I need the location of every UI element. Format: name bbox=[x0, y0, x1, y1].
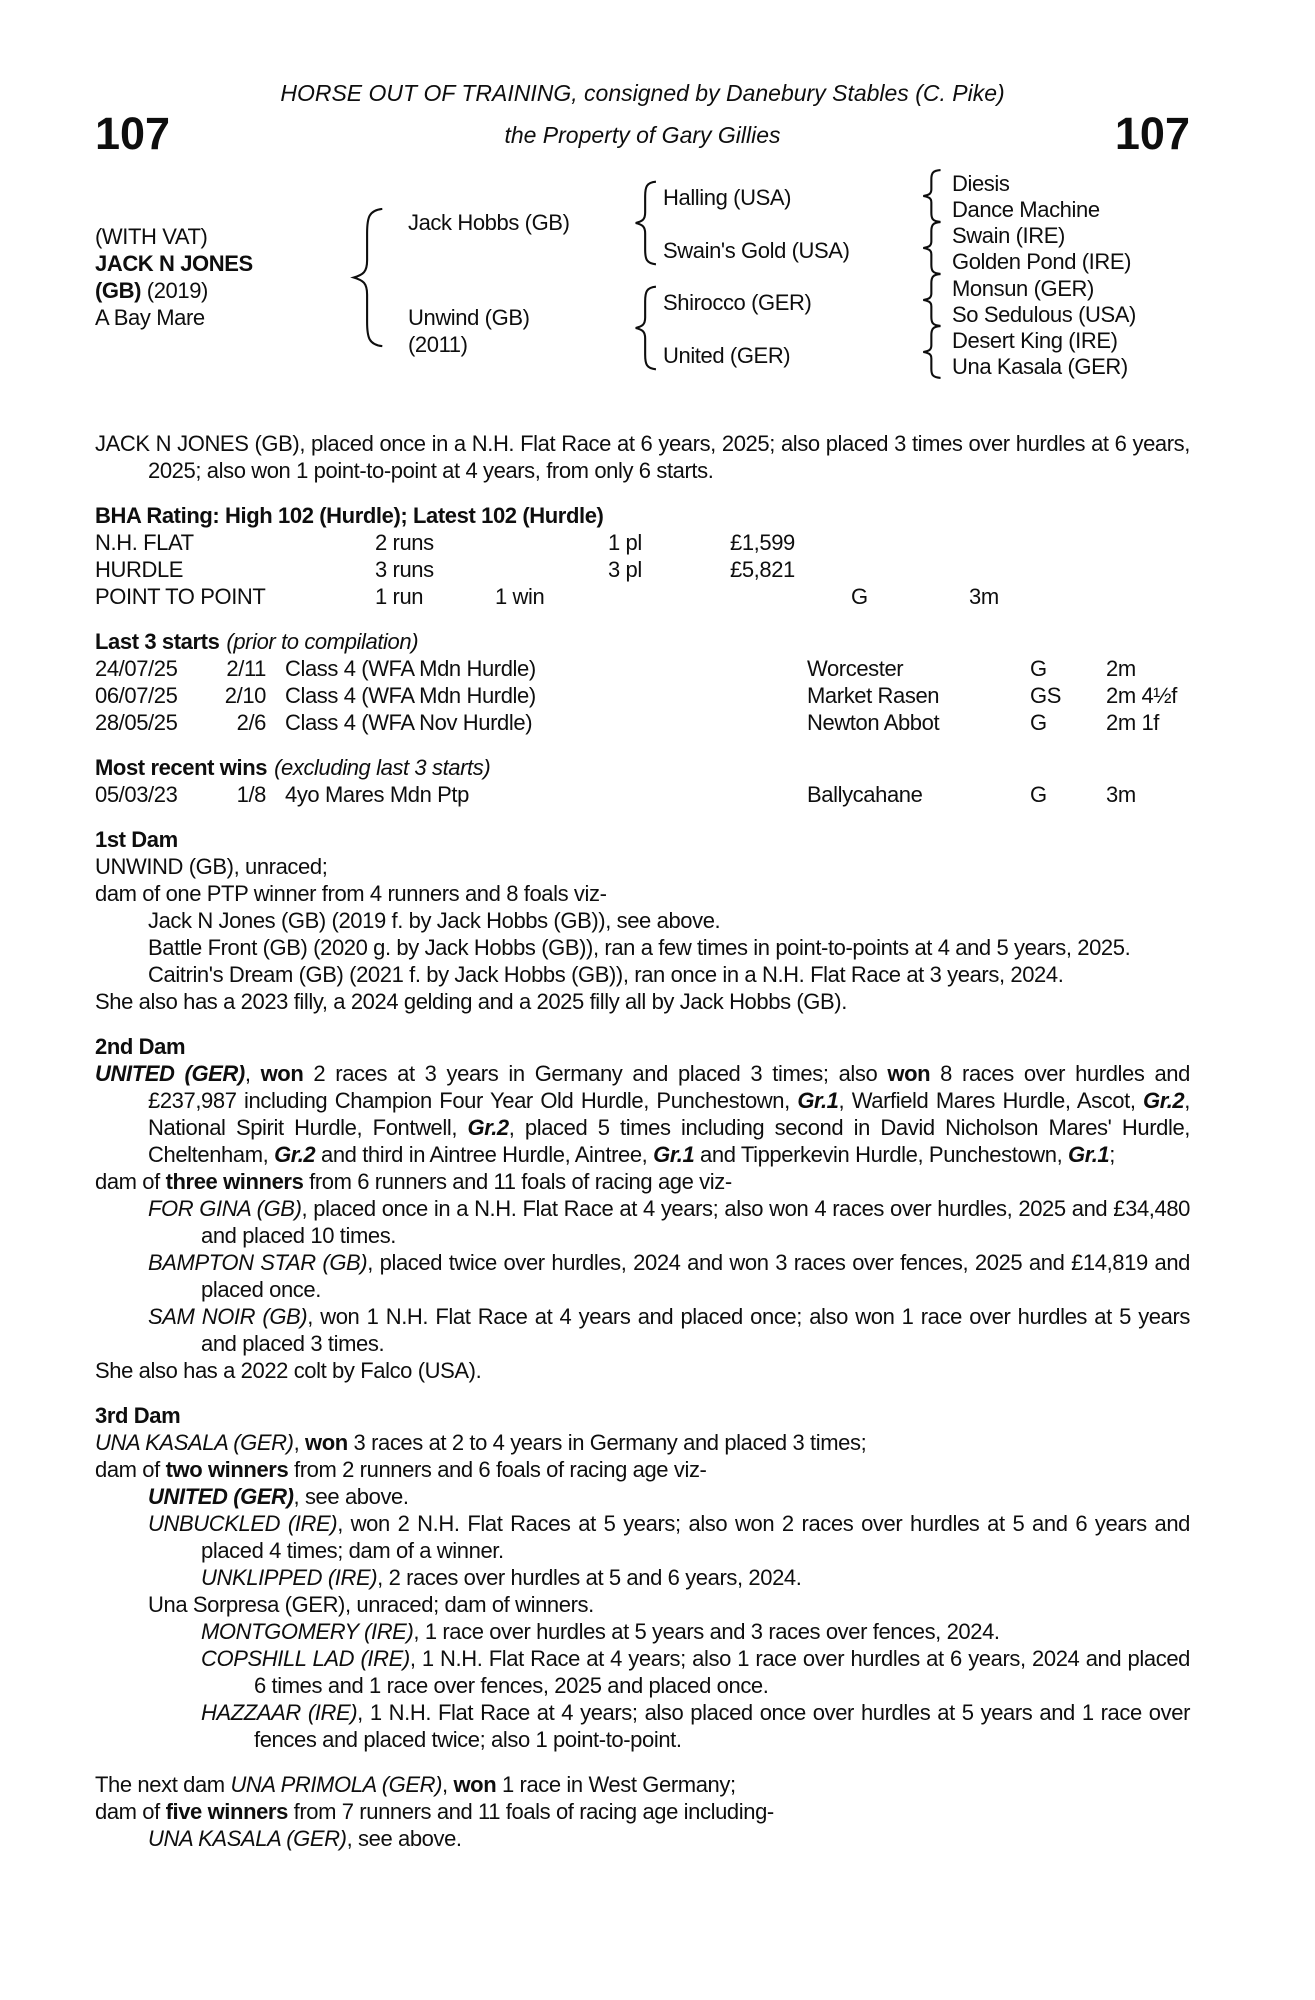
text-run: won bbox=[453, 1772, 497, 1797]
text-run: Battle Front (GB) (2020 g. by Jack Hobbs (GB)), ran a few times in point-to-points at 4 and 5 years, 2025. bbox=[148, 935, 1131, 960]
text-run: ; bbox=[1109, 1142, 1115, 1167]
text-run: UNWIND (GB), unraced; bbox=[95, 854, 328, 879]
horse-name: JACK N JONES bbox=[95, 251, 253, 276]
curly-brace-gg2-icon bbox=[921, 221, 944, 275]
last-starts-subtitle: (prior to compilation) bbox=[226, 629, 419, 654]
text-paragraph bbox=[95, 988, 1190, 1015]
text-run: The next dam bbox=[95, 1772, 231, 1797]
table-cell-going: G bbox=[1030, 710, 1047, 735]
table-cell-pos: 2/10 bbox=[224, 683, 266, 708]
table-cell-places: 1 pl bbox=[608, 530, 642, 555]
text-run: , bbox=[244, 1061, 261, 1086]
third-dam-section bbox=[95, 1402, 1190, 1753]
text-run: UNKLIPPED (IRE) bbox=[201, 1565, 378, 1590]
page-body bbox=[95, 430, 1190, 1852]
table-cell-date: 06/07/25 bbox=[95, 683, 178, 708]
text-run: Gr.2 bbox=[274, 1142, 316, 1167]
text-run: , 1 N.H. Flat Race at 4 years; also placed once over hurdles at 5 years and 1 race over fences and placed twice; also 1 point-to-point. bbox=[254, 1700, 1190, 1752]
text-run: UNBUCKLED (IRE) bbox=[148, 1511, 338, 1536]
table-cell-race: Class 4 (WFA Nov Hurdle) bbox=[285, 710, 533, 735]
text-run: She also has a 2022 colt by Falco (USA). bbox=[95, 1358, 482, 1383]
text-run: 8 races over hurdles and £237,987 including Champion Four Year Old Hurdle, Punchestown, bbox=[148, 1061, 1190, 1113]
horse-country-year bbox=[95, 277, 253, 304]
dam-block bbox=[408, 304, 530, 358]
table-cell-places: 3 pl bbox=[608, 557, 642, 582]
text-run: , placed twice over hurdles, 2024 and won 3 races over fences, 2025 and £14,819 and placed once. bbox=[201, 1250, 1190, 1302]
bha-section bbox=[95, 502, 1190, 610]
text-run: UNA KASALA (GER) bbox=[148, 1826, 347, 1851]
text-paragraph bbox=[95, 1798, 1190, 1825]
table-cell-runs: 3 runs bbox=[375, 557, 434, 582]
table-cell-dist: 3m bbox=[969, 584, 999, 609]
text-run: COPSHILL LAD (IRE) bbox=[201, 1646, 410, 1671]
text-run: FOR GINA (GB) bbox=[148, 1196, 302, 1221]
curly-brace-gg4-icon bbox=[921, 325, 944, 379]
text-paragraph bbox=[201, 1564, 1190, 1591]
text-paragraph bbox=[148, 1195, 1190, 1249]
text-run: , Warfield Mares Hurdle, Ascot, bbox=[838, 1088, 1144, 1113]
text-run: Gr.2 bbox=[467, 1115, 509, 1140]
text-run: , won 1 N.H. Flat Race at 4 years and placed once; also won 1 race over hurdles at 5 years and placed 3 times. bbox=[201, 1304, 1190, 1356]
table-cell-money: £5,821 bbox=[730, 557, 795, 582]
table-cell-going: G bbox=[851, 584, 868, 609]
table-cell-race: Class 4 (WFA Mdn Hurdle) bbox=[285, 683, 536, 708]
granddam-of-dam: United (GER) bbox=[663, 343, 791, 368]
recent-wins-subtitle: (excluding last 3 starts) bbox=[274, 755, 491, 780]
text-run: , see above. bbox=[346, 1826, 462, 1851]
text-paragraph bbox=[201, 1618, 1190, 1645]
table-cell-going: G bbox=[1030, 656, 1047, 681]
table-cell-dist: 2m 4½f bbox=[1106, 683, 1177, 708]
great-grandparent: Desert King (IRE) bbox=[952, 328, 1118, 353]
table-cell-course: Worcester bbox=[807, 656, 904, 681]
text-run: She also has a 2023 filly, a 2024 gelding and a 2025 filly all by Jack Hobbs (GB). bbox=[95, 989, 847, 1014]
horse-description: A Bay Mare bbox=[95, 305, 205, 330]
text-run: dam of bbox=[95, 1169, 166, 1194]
horse-summary-block bbox=[95, 223, 253, 331]
text-paragraph bbox=[95, 1771, 1190, 1798]
stats-row bbox=[95, 556, 1190, 583]
stats-row bbox=[95, 583, 1190, 610]
table-cell-pos: 2/6 bbox=[236, 710, 266, 735]
text-run: 3 races at 2 to 4 years in Germany and placed 3 times; bbox=[347, 1430, 867, 1455]
table-cell-race: Class 4 (WFA Mdn Hurdle) bbox=[285, 656, 536, 681]
text-paragraph bbox=[148, 1510, 1190, 1564]
table-cell-going: G bbox=[1030, 782, 1047, 807]
table-cell-label: POINT TO POINT bbox=[95, 584, 266, 609]
text-run: Gr.2 bbox=[1143, 1088, 1185, 1113]
text-paragraph bbox=[95, 880, 1190, 907]
text-paragraph bbox=[201, 1645, 1190, 1699]
text-run: JACK N JONES (GB), placed once in a N.H. Flat Race at 6 years, 2025; also placed 3 times over hurdles at 6 years, 2025; also won 1 point-to-point at 4 years, from only 6 starts. bbox=[95, 431, 1190, 483]
text-run: SAM NOIR (GB) bbox=[148, 1304, 308, 1329]
third-dam-heading: 3rd Dam bbox=[95, 1403, 181, 1428]
text-paragraph bbox=[148, 961, 1190, 988]
text-run: and Tipperkevin Hurdle, Punchestown, bbox=[694, 1142, 1069, 1167]
text-paragraph bbox=[201, 1699, 1190, 1753]
text-run: , National Spirit Hurdle, Fontwell, bbox=[148, 1088, 1190, 1140]
last-starts-heading bbox=[95, 628, 1190, 655]
text-paragraph bbox=[148, 1591, 1190, 1618]
table-cell-race: 4yo Mares Mdn Ptp bbox=[285, 782, 469, 807]
text-run: , 1 N.H. Flat Race at 4 years; also 1 race over hurdles at 6 years, 2024 and placed 6 times and 1 race over fences, 2025 and placed once. bbox=[254, 1646, 1190, 1698]
text-run: from 6 runners and 11 foals of racing age viz- bbox=[303, 1169, 732, 1194]
next-dam-section bbox=[95, 1771, 1190, 1852]
text-run: (2019) bbox=[141, 278, 208, 303]
table-cell-course: Market Rasen bbox=[807, 683, 940, 708]
stats-row bbox=[95, 529, 1190, 556]
recent-wins-table bbox=[95, 781, 1190, 808]
great-grandparent: Una Kasala (GER) bbox=[952, 354, 1128, 379]
text-paragraph bbox=[148, 934, 1190, 961]
bha-stats-table bbox=[95, 529, 1190, 610]
text-run: five winners bbox=[165, 1799, 288, 1824]
text-run: UNA KASALA (GER) bbox=[95, 1430, 294, 1455]
race-record-summary bbox=[95, 430, 1190, 484]
first-dam-paragraphs bbox=[95, 853, 1190, 1015]
second-dam-paragraphs bbox=[95, 1060, 1190, 1384]
dam-name: Unwind (GB) bbox=[408, 305, 530, 330]
text-run: Jack N Jones (GB) (2019 f. by Jack Hobbs (GB)), see above. bbox=[148, 908, 721, 933]
text-paragraph bbox=[148, 1303, 1190, 1357]
text-paragraph bbox=[148, 1483, 1190, 1510]
property-line: the Property of Gary Gillies bbox=[504, 122, 781, 148]
dam-year: (2011) bbox=[408, 332, 468, 357]
curly-brace-gg1-icon bbox=[921, 169, 944, 223]
text-run: and third in Aintree Hurdle, Aintree, bbox=[315, 1142, 654, 1167]
text-run: 2 races at 3 years in Germany and placed 3 times; also bbox=[303, 1061, 888, 1086]
text-run: UNA PRIMOLA (GER) bbox=[230, 1772, 443, 1797]
great-grandparent: So Sedulous (USA) bbox=[952, 302, 1136, 327]
great-grandparent: Dance Machine bbox=[952, 197, 1100, 222]
last-starts-table bbox=[95, 655, 1190, 736]
text-run: dam of bbox=[95, 1457, 166, 1482]
text-run: BAMPTON STAR (GB) bbox=[148, 1250, 368, 1275]
text-paragraph bbox=[95, 1168, 1190, 1195]
table-cell-label: HURDLE bbox=[95, 557, 184, 582]
text-paragraph bbox=[95, 853, 1190, 880]
text-paragraph bbox=[95, 1357, 1190, 1384]
text-run: dam of one PTP winner from 4 runners and 8 foals viz- bbox=[95, 881, 607, 906]
table-cell-dist: 2m 1f bbox=[1106, 710, 1160, 735]
text-run: UNITED (GER) bbox=[95, 1061, 245, 1086]
text-run: , bbox=[442, 1772, 454, 1797]
sire-name: Jack Hobbs (GB) bbox=[408, 210, 570, 235]
text-run: won bbox=[887, 1061, 931, 1086]
text-run: Una Sorpresa (GER), unraced; dam of winners. bbox=[148, 1592, 594, 1617]
table-cell-date: 28/05/25 bbox=[95, 710, 178, 735]
race-row bbox=[95, 781, 1190, 808]
text-paragraph bbox=[148, 1249, 1190, 1303]
text-run: , bbox=[293, 1430, 306, 1455]
text-run: 1 race in West Germany; bbox=[496, 1772, 736, 1797]
text-run: three winners bbox=[165, 1169, 304, 1194]
last-starts-section bbox=[95, 628, 1190, 736]
text-run: , won 2 N.H. Flat Races at 5 years; also won 2 races over hurdles at 5 and 6 years and placed 4 times; dam of a winner. bbox=[201, 1511, 1190, 1563]
text-run: (GB) bbox=[95, 278, 142, 303]
race-row bbox=[95, 709, 1190, 736]
first-dam-heading: 1st Dam bbox=[95, 827, 178, 852]
table-cell-money: £1,599 bbox=[730, 530, 795, 555]
table-cell-dist: 3m bbox=[1106, 782, 1136, 807]
lot-number-left: 107 bbox=[95, 108, 171, 159]
table-cell-pos: 2/11 bbox=[226, 656, 266, 681]
table-cell-wins: 1 win bbox=[495, 584, 545, 609]
text-run: two winners bbox=[165, 1457, 289, 1482]
great-grandparent: Diesis bbox=[952, 171, 1010, 196]
text-run: Gr.1 bbox=[797, 1088, 839, 1113]
text-run: MONTGOMERY (IRE) bbox=[201, 1619, 414, 1644]
table-cell-dist: 2m bbox=[1106, 656, 1136, 681]
vat-note: (WITH VAT) bbox=[95, 224, 208, 249]
text-paragraph bbox=[95, 1456, 1190, 1483]
table-cell-date: 24/07/25 bbox=[95, 656, 178, 681]
race-row bbox=[95, 655, 1190, 682]
recent-wins-title: Most recent wins bbox=[95, 755, 268, 780]
recent-wins-heading bbox=[95, 754, 1190, 781]
text-run: UNITED (GER) bbox=[148, 1484, 294, 1509]
lot-number-right: 107 bbox=[1114, 108, 1190, 159]
second-dam-section bbox=[95, 1033, 1190, 1384]
text-run: from 7 runners and 11 foals of racing age including- bbox=[287, 1799, 774, 1824]
curly-brace-sire-icon bbox=[633, 180, 660, 266]
text-run: Gr.1 bbox=[1068, 1142, 1110, 1167]
text-paragraph bbox=[95, 430, 1190, 484]
great-grandparent: Monsun (GER) bbox=[952, 276, 1094, 301]
curly-brace-dam-icon bbox=[633, 285, 660, 371]
bha-heading: BHA Rating: High 102 (Hurdle); Latest 102 (Hurdle) bbox=[95, 503, 604, 528]
table-cell-course: Newton Abbot bbox=[807, 710, 940, 735]
text-paragraph bbox=[95, 1429, 1190, 1456]
text-paragraph bbox=[95, 1060, 1190, 1168]
table-cell-date: 05/03/23 bbox=[95, 782, 178, 807]
table-cell-label: N.H. FLAT bbox=[95, 530, 194, 555]
text-run: won bbox=[260, 1061, 304, 1086]
text-run: HAZZAAR (IRE) bbox=[201, 1700, 358, 1725]
first-dam-section bbox=[95, 826, 1190, 1015]
text-run: dam of bbox=[95, 1799, 166, 1824]
consignment-line: HORSE OUT OF TRAINING, consigned by Danebury Stables (C. Pike) bbox=[280, 80, 1005, 106]
table-cell-course: Ballycahane bbox=[807, 782, 923, 807]
curly-brace-main-icon bbox=[350, 206, 388, 349]
granddam-of-sire: Swain's Gold (USA) bbox=[663, 238, 850, 263]
great-grandparent: Golden Pond (IRE) bbox=[952, 249, 1132, 274]
curly-brace-gg3-icon bbox=[921, 273, 944, 327]
grandsire-of-dam: Shirocco (GER) bbox=[663, 290, 812, 315]
second-dam-heading: 2nd Dam bbox=[95, 1034, 186, 1059]
text-run: Gr.1 bbox=[653, 1142, 695, 1167]
race-row bbox=[95, 682, 1190, 709]
text-run: from 2 runners and 6 foals of racing age viz- bbox=[288, 1457, 707, 1482]
table-cell-going: GS bbox=[1030, 683, 1061, 708]
text-run: , placed 5 times including second in David Nicholson Mares' Hurdle, Cheltenham, bbox=[148, 1115, 1190, 1167]
text-run: , see above. bbox=[293, 1484, 409, 1509]
grandsire-of-sire: Halling (USA) bbox=[663, 185, 792, 210]
text-run: won bbox=[305, 1430, 348, 1455]
third-dam-paragraphs bbox=[95, 1429, 1190, 1753]
table-cell-runs: 2 runs bbox=[375, 530, 434, 555]
text-paragraph bbox=[148, 907, 1190, 934]
text-run: , 2 races over hurdles at 5 and 6 years, 2024. bbox=[377, 1565, 802, 1590]
text-run: , 1 race over hurdles at 5 years and 3 races over fences, 2024. bbox=[413, 1619, 1000, 1644]
text-run: Caitrin's Dream (GB) (2021 f. by Jack Hobbs (GB)), ran once in a N.H. Flat Race at 3 years, 2024. bbox=[148, 962, 1064, 987]
great-grandparent: Swain (IRE) bbox=[952, 223, 1065, 248]
table-cell-pos: 1/8 bbox=[236, 782, 266, 807]
text-paragraph bbox=[148, 1825, 1190, 1852]
last-starts-title: Last 3 starts bbox=[95, 629, 220, 654]
recent-wins-section bbox=[95, 754, 1190, 808]
text-run: , placed once in a N.H. Flat Race at 4 years; also won 4 races over hurdles, 2025 and £34,480 and placed 10 times. bbox=[201, 1196, 1191, 1248]
table-cell-runs: 1 run bbox=[375, 584, 424, 609]
